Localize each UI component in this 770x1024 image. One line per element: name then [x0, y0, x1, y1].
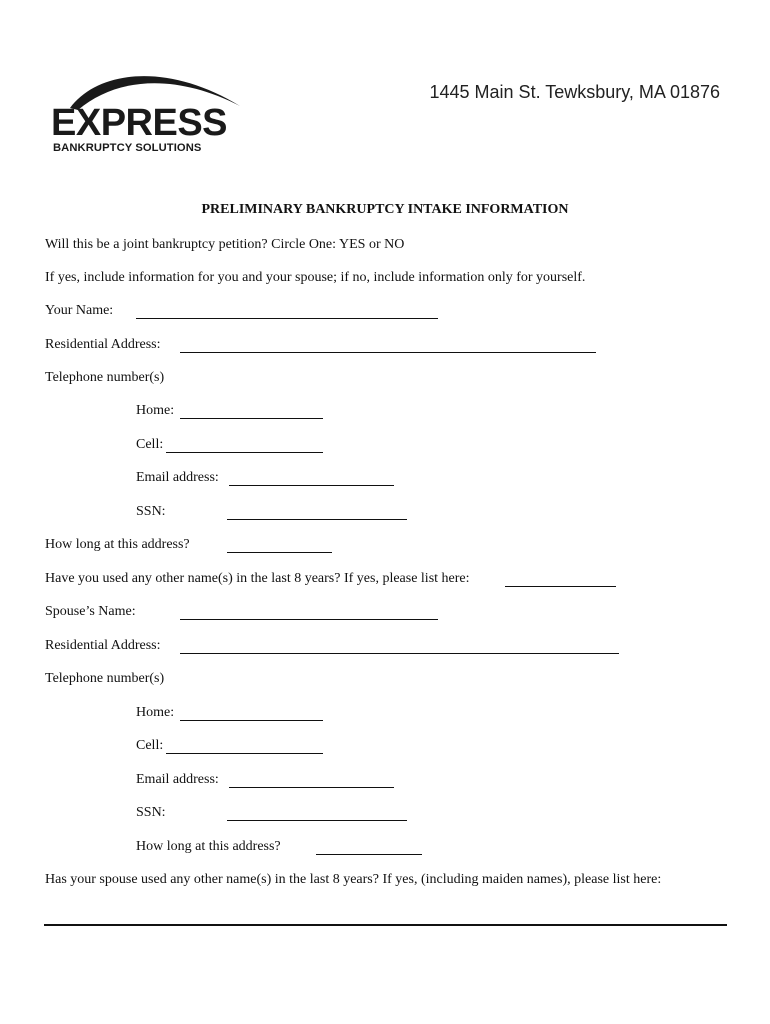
- spouse-name-label: Spouse’s Name:: [45, 604, 136, 619]
- how-long-field[interactable]: [227, 537, 332, 553]
- spouse-residential-address-label: Residential Address:: [45, 638, 161, 653]
- ssn-label: SSN:: [136, 504, 166, 519]
- telephone-numbers-label: Telephone number(s): [45, 370, 165, 385]
- joint-petition-question: Will this be a joint bankruptcy petition? Circle One: YES or NO: [45, 237, 405, 252]
- spouse-email-field[interactable]: [229, 772, 394, 788]
- spouse-how-long-field[interactable]: [316, 839, 422, 855]
- cell-phone-field[interactable]: [166, 437, 323, 453]
- spouse-cell-phone-field[interactable]: [166, 738, 323, 754]
- spouse-name-field[interactable]: [180, 604, 438, 620]
- form-title: PRELIMINARY BANKRUPTCY INTAKE INFORMATION: [201, 202, 569, 217]
- bottom-divider: [44, 924, 727, 926]
- residential-address-field[interactable]: [180, 337, 596, 353]
- logo-subtitle: BANKRUPTCY SOLUTIONS: [53, 142, 202, 154]
- spouse-how-long-label: How long at this address?: [136, 839, 281, 854]
- email-label: Email address:: [136, 470, 219, 485]
- your-name-label: Your Name:: [45, 303, 114, 318]
- spouse-ssn-field[interactable]: [227, 805, 407, 821]
- spouse-ssn-label: SSN:: [136, 805, 166, 820]
- other-names-field[interactable]: [505, 571, 616, 587]
- home-phone-label: Home:: [136, 403, 175, 418]
- cell-phone-label: Cell:: [136, 437, 164, 452]
- express-bankruptcy-logo: [48, 66, 248, 160]
- residential-address-label: Residential Address:: [45, 337, 161, 352]
- logo-wordmark: EXPRESS: [51, 102, 228, 144]
- instruction-text: If yes, include information for you and your spouse; if no, include information only for yourself.: [45, 270, 586, 285]
- office-address: 1445 Main St. Tewksbury, MA 01876: [429, 82, 720, 102]
- your-name-field[interactable]: [136, 303, 438, 319]
- spouse-email-label: Email address:: [136, 772, 219, 787]
- spouse-other-names-label: Has your spouse used any other name(s) in the last 8 years? If yes, (including maiden names), please list here:: [45, 872, 662, 887]
- how-long-label: How long at this address?: [45, 537, 190, 552]
- spouse-home-phone-field[interactable]: [180, 705, 323, 721]
- other-names-label: Have you used any other name(s) in the last 8 years? If yes, please list here:: [45, 571, 470, 586]
- home-phone-field[interactable]: [180, 403, 323, 419]
- spouse-cell-phone-label: Cell:: [136, 738, 164, 753]
- spouse-telephone-numbers-label: Telephone number(s): [45, 671, 165, 686]
- email-field[interactable]: [229, 470, 394, 486]
- ssn-field[interactable]: [227, 504, 407, 520]
- spouse-residential-address-field[interactable]: [180, 638, 619, 654]
- spouse-home-phone-label: Home:: [136, 705, 175, 720]
